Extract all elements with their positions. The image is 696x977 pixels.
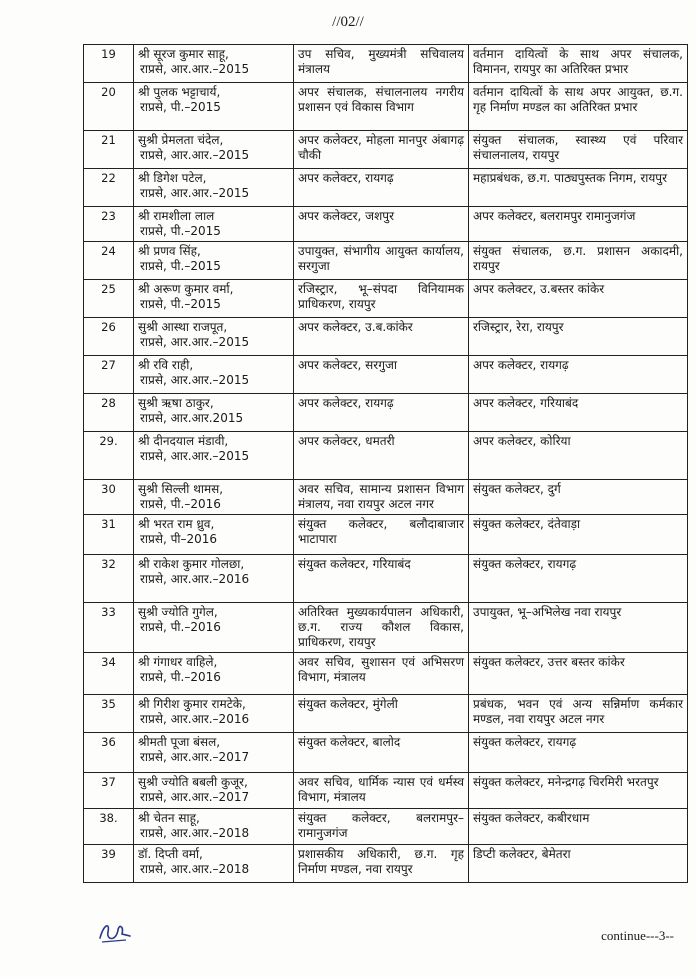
- officer-cell: [134, 845, 294, 883]
- new-posting: संयुक्त संचालक, स्वास्थ्य एवं परिवार संचालनालय, रायपुर: [469, 131, 688, 169]
- officer-name: श्री डिगेश पटेल,: [138, 171, 207, 185]
- new-posting: अपर कलेक्टर, कोरिया: [469, 432, 688, 480]
- new-posting: संयुक्त कलेक्टर, दंतेवाड़ा: [469, 515, 688, 555]
- table-row: [84, 432, 688, 480]
- table-row: [84, 394, 688, 432]
- serial-number: 39: [84, 845, 134, 883]
- current-posting: अपर संचालक, संचालनालय नगरीय प्रशासन एवं विकास विभाग: [294, 83, 469, 131]
- serial-number: 27: [84, 356, 134, 394]
- serial-number: 36: [84, 733, 134, 773]
- current-posting: अपर कलेक्टर, जशपुर: [294, 207, 469, 242]
- officer-name: श्री रवि राही,: [138, 358, 194, 372]
- table-row: [84, 733, 688, 773]
- serial-number: 34: [84, 653, 134, 695]
- officer-name: श्री भरत राम ध्रुव,: [138, 517, 215, 531]
- officer-cell: [134, 394, 294, 432]
- new-posting: संयुक्त कलेक्टर, कबीरधाम: [469, 809, 688, 845]
- officer-cell: [134, 695, 294, 733]
- officer-service: राप्रसे, पी.–2015: [140, 224, 221, 238]
- table-row: [84, 555, 688, 603]
- serial-number: 31: [84, 515, 134, 555]
- new-posting: संयुक्त कलेक्टर, उत्तर बस्तर कांकेर: [469, 653, 688, 695]
- current-posting: अवर सचिव, सुशासन एवं अभिसरण विभाग, मंत्रालय: [294, 653, 469, 695]
- officer-service: राप्रसे, आर.आर.–2017: [140, 750, 250, 764]
- current-posting: रजिस्ट्रार, भू–संपदा विनियामक प्राधिकरण, रायपुर: [294, 280, 469, 318]
- officer-cell: [134, 555, 294, 603]
- table-row: [84, 318, 688, 356]
- current-posting: अपर कलेक्टर, मोहला मानपुर अंबागढ़ चौकी: [294, 131, 469, 169]
- officer-cell: [134, 480, 294, 515]
- officer-name: सुश्री ज्योति गुगेल,: [138, 605, 218, 619]
- serial-number: 38.: [84, 809, 134, 845]
- new-posting: संयुक्त कलेक्टर, रायगढ़: [469, 733, 688, 773]
- officer-service: राप्रसे, पी.–2016: [140, 670, 221, 684]
- table-row: [84, 773, 688, 809]
- current-posting: अपर कलेक्टर, धमतरी: [294, 432, 469, 480]
- officer-service: राप्रसे, पी.–2016: [140, 497, 221, 511]
- officer-name: श्री अरूण कुमार वर्मा,: [138, 282, 234, 296]
- table-row: [84, 845, 688, 883]
- officer-cell: [134, 242, 294, 280]
- new-posting: वर्तमान दायित्वों के साथ अपर आयुक्त, छ.ग. गृह निर्माण मण्डल का अतिरिक्त प्रभार: [469, 83, 688, 131]
- table-row: [84, 480, 688, 515]
- table-row: [84, 131, 688, 169]
- officer-service: राप्रसे, आर.आर.–2016: [140, 712, 250, 726]
- officer-service: राप्रसे, आर.आर.–2016: [140, 572, 250, 586]
- new-posting: महाप्रबंधक, छ.ग. पाठ्यपुस्तक निगम, रायपुर: [469, 169, 688, 207]
- officer-service: राप्रसे, पी.–2015: [140, 100, 221, 114]
- current-posting: अतिरिक्त मुख्यकार्यपालन अधिकारी, छ.ग. राज्य कौशल विकास, प्राधिकरण, रायपुर: [294, 603, 469, 653]
- officer-name: श्रीमती पूजा बंसल,: [138, 735, 221, 749]
- new-posting: संयुक्त कलेक्टर, दुर्ग: [469, 480, 688, 515]
- officer-cell: [134, 280, 294, 318]
- current-posting: संयुक्त कलेक्टर, बलरामपुर–रामानुजगंज: [294, 809, 469, 845]
- posting-table: [83, 44, 688, 883]
- table-row: [84, 603, 688, 653]
- table-row: [84, 809, 688, 845]
- officer-name: श्री गंगाधर वाहिले,: [138, 655, 218, 669]
- table-row: [84, 83, 688, 131]
- new-posting: वर्तमान दायित्वों के साथ अपर संचालक, विमानन, रायपुर का अतिरिक्त प्रभार: [469, 45, 688, 83]
- table-row: [84, 280, 688, 318]
- new-posting: संयुक्त कलेक्टर, मनेन्द्रगढ़ चिरमिरी भरतपुर: [469, 773, 688, 809]
- new-posting: रजिस्ट्रार, रेरा, रायपुर: [469, 318, 688, 356]
- officer-name: श्री चेतन साहू,: [138, 811, 200, 825]
- officer-cell: [134, 653, 294, 695]
- table-row: [84, 356, 688, 394]
- serial-number: 20: [84, 83, 134, 131]
- officer-name: श्री पुलक भट्टाचार्य,: [138, 85, 221, 99]
- current-posting: उप सचिव, मुख्यमंत्री सचिवालय मंत्रालय: [294, 45, 469, 83]
- officer-name: सुश्री आस्था राजपूत,: [138, 320, 228, 334]
- new-posting: संयुक्त कलेक्टर, रायगढ़: [469, 555, 688, 603]
- table-row: [84, 45, 688, 83]
- officer-cell: [134, 169, 294, 207]
- current-posting: संयुक्त कलेक्टर, बालोद: [294, 733, 469, 773]
- table-row: [84, 242, 688, 280]
- officer-cell: [134, 356, 294, 394]
- officer-cell: [134, 131, 294, 169]
- current-posting: अवर सचिव, सामान्य प्रशासन विभाग मंत्रालय, नवा रायपुर अटल नगर: [294, 480, 469, 515]
- officer-cell: [134, 515, 294, 555]
- serial-number: 22: [84, 169, 134, 207]
- officer-name: श्री राकेश कुमार गोलछा,: [138, 557, 245, 571]
- officer-service: राप्रसे, पी–2016: [140, 532, 218, 546]
- new-posting: संयुक्त संचालक, छ.ग. प्रशासन अकादमी, रायपुर: [469, 242, 688, 280]
- table-row: [84, 169, 688, 207]
- serial-number: 30: [84, 480, 134, 515]
- serial-number: 35: [84, 695, 134, 733]
- serial-number: 32: [84, 555, 134, 603]
- current-posting: संयुक्त कलेक्टर, गरियाबंद: [294, 555, 469, 603]
- officer-service: राप्रसे, पी.–2015: [140, 259, 221, 273]
- officer-name: श्री सूरज कुमार साहू,: [138, 47, 229, 61]
- current-posting: अपर कलेक्टर, सरगुजा: [294, 356, 469, 394]
- current-posting: अपर कलेक्टर, रायगढ़: [294, 394, 469, 432]
- serial-number: 24: [84, 242, 134, 280]
- table-row: [84, 653, 688, 695]
- officer-service: राप्रसे, पी.–2015: [140, 297, 221, 311]
- serial-number: 21: [84, 131, 134, 169]
- officer-cell: [134, 733, 294, 773]
- serial-number: 29.: [84, 432, 134, 480]
- current-posting: उपायुक्त, संभागीय आयुक्त कार्यालय, सरगुजा: [294, 242, 469, 280]
- officer-service: राप्रसे, आर.आर.2015: [140, 411, 244, 425]
- serial-number: 23: [84, 207, 134, 242]
- officer-name: श्री गिरीश कुमार रामटेके,: [138, 697, 246, 711]
- current-posting: संयुक्त कलेक्टर, बलौदाबाजार भाटापारा: [294, 515, 469, 555]
- current-posting: अपर कलेक्टर, उ.ब.कांकेर: [294, 318, 469, 356]
- officer-name: श्री दीनदयाल मंडावी,: [138, 434, 229, 448]
- signature: [96, 918, 136, 950]
- current-posting: प्रशासकीय अधिकारी, छ.ग. गृह निर्माण मण्डल, नवा रायपुर: [294, 845, 469, 883]
- officer-cell: [134, 809, 294, 845]
- officer-name: सुश्री ऋषा ठाकुर,: [138, 396, 214, 410]
- officer-cell: [134, 207, 294, 242]
- officer-cell: [134, 318, 294, 356]
- officer-cell: [134, 45, 294, 83]
- page-number: //02//: [332, 14, 364, 30]
- officer-cell: [134, 432, 294, 480]
- officer-service: राप्रसे, आर.आर.–2015: [140, 335, 250, 349]
- table-row: [84, 695, 688, 733]
- current-posting: संयुक्त कलेक्टर, मुंगेली: [294, 695, 469, 733]
- continue-note: continue---3--: [601, 928, 674, 943]
- officer-name: श्री रामशीला लाल: [138, 209, 215, 223]
- officer-service: राप्रसे, आर.आर.–2018: [140, 862, 250, 876]
- officer-service: राप्रसे, पी.–2016: [140, 620, 221, 634]
- new-posting: अपर कलेक्टर, उ.बस्तर कांकेर: [469, 280, 688, 318]
- officer-name: सुश्री ज्योति बबली कुजूर,: [138, 775, 248, 789]
- new-posting: अपर कलेक्टर, गरियाबंद: [469, 394, 688, 432]
- current-posting: अपर कलेक्टर, रायगढ़: [294, 169, 469, 207]
- officer-cell: [134, 773, 294, 809]
- table-row: [84, 207, 688, 242]
- officer-service: राप्रसे, आर.आर.–2015: [140, 62, 250, 76]
- officer-name: सुश्री सिल्ली थामस,: [138, 482, 224, 496]
- serial-number: 37: [84, 773, 134, 809]
- serial-number: 28: [84, 394, 134, 432]
- officer-name: श्री प्रणव सिंह,: [138, 244, 201, 258]
- serial-number: 33: [84, 603, 134, 653]
- table-row: [84, 515, 688, 555]
- officer-service: राप्रसे, आर.आर.–2018: [140, 826, 250, 840]
- new-posting: उपायुक्त, भू–अभिलेख नवा रायपुर: [469, 603, 688, 653]
- officer-name: डॉ. दिप्ती वर्मा,: [138, 847, 203, 861]
- officer-cell: [134, 83, 294, 131]
- new-posting: डिप्टी कलेक्टर, बेमेतरा: [469, 845, 688, 883]
- current-posting: अवर सचिव, धार्मिक न्यास एवं धर्मस्व विभाग, मंत्रालय: [294, 773, 469, 809]
- new-posting: अपर कलेक्टर, रायगढ़: [469, 356, 688, 394]
- officer-service: राप्रसे, आर.आर.–2015: [140, 373, 250, 387]
- officer-service: राप्रसे, आर.आर.–2015: [140, 148, 250, 162]
- serial-number: 26: [84, 318, 134, 356]
- officer-service: राप्रसे, आर.आर.–2015: [140, 186, 250, 200]
- officer-service: राप्रसे, आर.आर.–2015: [140, 449, 250, 463]
- officer-service: राप्रसे, आर.आर.–2017: [140, 790, 250, 804]
- officer-name: सुश्री प्रेमलता चंदेल,: [138, 133, 224, 147]
- serial-number: 25: [84, 280, 134, 318]
- officer-cell: [134, 603, 294, 653]
- new-posting: प्रबंधक, भवन एवं अन्य सन्निर्माण कर्मकार मण्डल, नवा रायपुर अटल नगर: [469, 695, 688, 733]
- serial-number: 19: [84, 45, 134, 83]
- new-posting: अपर कलेक्टर, बलरामपुर रामानुजगंज: [469, 207, 688, 242]
